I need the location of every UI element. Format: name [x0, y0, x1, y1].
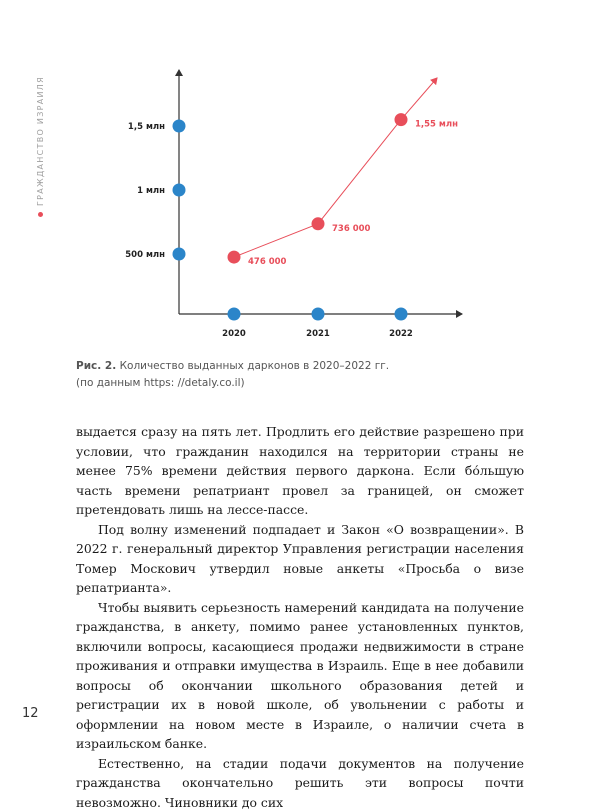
y-tick-label: 500 млн	[125, 250, 165, 260]
body-text	[76, 422, 524, 812]
y-tick-marker	[173, 184, 186, 197]
data-label: 476 000	[248, 257, 287, 267]
caption-title: Количество выданных дарконов в 2020–2022 гг.	[120, 360, 390, 372]
y-tick-marker	[173, 120, 186, 133]
page-number: 12	[22, 706, 39, 721]
running-header-text: ГРАЖДАНСТВО ИЗРАИЛЯ	[36, 76, 45, 206]
caption-source: (по данным https: //detaly.co.il)	[76, 375, 389, 392]
series-trend-arrow	[401, 78, 437, 120]
x-tick-marker	[395, 308, 408, 321]
y-tick-label: 1,5 млн	[128, 122, 165, 132]
x-tick-marker	[312, 308, 325, 321]
y-tick-marker	[173, 248, 186, 261]
data-point	[395, 113, 408, 126]
x-tick-label: 2022	[389, 329, 413, 339]
paragraph: Чтобы выявить серьезность намерений кандидата на получение гражданства, в анкету, помимо ранее установленных пунктов, включили вопросы, касающиеся продажи недвижимости в стране проживания и отправки имущества в Израиль. Еще в нее добавили вопросы об окончании школьного образования детей и регистрации их в новой школе, об увольнении с работы и оформлении на новом месте в Израиле, о наличии счета в израильском банке.	[76, 598, 524, 754]
paragraph: Естественно, на стадии подачи документов на получение гражданства окончательно решить эти вопросы почти невозможно. Чиновники до сих	[76, 754, 524, 812]
data-label: 1,55 млн	[415, 120, 458, 130]
paragraph: выдается сразу на пять лет. Продлить его действие разрешено при условии, что гражданин находился на территории страны не менее 75% времени действия первого даркона. Если бо́льшую часть времени репатриант провел за границей, он сможет претендовать лишь на лессе-пассе.	[76, 422, 524, 520]
x-tick-label: 2021	[306, 329, 330, 339]
data-point	[228, 251, 241, 264]
x-tick-marker	[228, 308, 241, 321]
figure-label: Рис. 2.	[76, 360, 116, 372]
x-tick-label: 2020	[222, 329, 246, 339]
data-point	[312, 217, 325, 230]
series-line	[234, 120, 401, 257]
paragraph: Под волну изменений подпадает и Закон «О возвращении». В 2022 г. генеральный директор Управления регистрации населения Томер Москович утвердил новые анкеты «Просьба о визе репатрианта».	[76, 520, 524, 598]
data-label: 736 000	[332, 224, 371, 234]
y-tick-label: 1 млн	[137, 186, 165, 196]
figure-caption	[76, 358, 389, 392]
darkon-chart	[0, 0, 600, 350]
